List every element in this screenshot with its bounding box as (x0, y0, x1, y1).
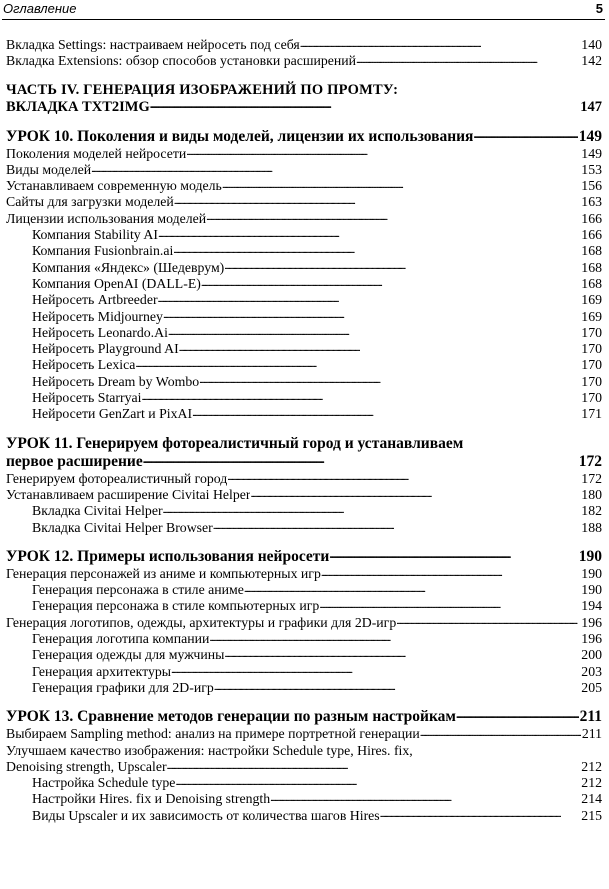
dot-leader (158, 294, 581, 304)
toc-sub-entry[interactable] (6, 631, 602, 647)
toc-entry-page: 142 (581, 53, 602, 69)
toc-sub-entry[interactable] (6, 341, 602, 357)
dot-leader (222, 180, 580, 190)
dot-leader (175, 777, 580, 787)
toc-entry-page: 166 (581, 227, 602, 243)
dot-leader (329, 551, 577, 561)
toc-entry[interactable] (6, 162, 602, 178)
dot-leader (227, 473, 580, 483)
toc-entry[interactable] (6, 37, 602, 53)
toc-entry-page: 168 (581, 243, 602, 259)
running-header (2, 0, 605, 20)
toc-entry-label: Компания Fusionbrain.ai (32, 243, 174, 259)
toc-entry-page: 168 (581, 275, 602, 291)
dot-leader (224, 649, 580, 659)
dot-leader (186, 148, 580, 158)
toc-entry-page: 188 (581, 519, 602, 535)
toc-sub-entry[interactable] (6, 260, 602, 276)
toc-entry[interactable] (6, 615, 602, 631)
lesson-10 (6, 128, 602, 146)
toc-entry-label: Вкладка Civitai Helper Browser (32, 519, 213, 535)
dot-leader (270, 793, 580, 803)
dot-leader (456, 711, 579, 721)
dot-leader (192, 408, 580, 418)
toc-entry-label: Виды моделей (6, 161, 92, 177)
toc-sub-entry[interactable] (6, 503, 602, 519)
lesson-10-sub-entries (6, 227, 602, 423)
toc-entry-label: Нейросеть Midjourney (32, 308, 163, 324)
dot-leader (250, 489, 580, 499)
toc-entry-page: 153 (581, 161, 602, 177)
toc-entry-page: 149 (581, 145, 602, 161)
lesson-10-heading[interactable] (6, 128, 602, 146)
toc-entry-label: Настройка Schedule type (32, 775, 176, 791)
toc-sub-entry[interactable] (6, 582, 602, 598)
part-4-title-line1: ЧАСТЬ IV. ГЕНЕРАЦИЯ ИЗОБРАЖЕНИЙ ПО ПРОМТУ: (6, 81, 399, 98)
lesson-10-title: УРОК 10. Поколения и виды моделей, лицензии их использования (6, 127, 474, 145)
dot-leader (213, 522, 581, 532)
dot-leader (244, 584, 580, 594)
toc-entry-page: 172 (581, 470, 602, 486)
toc-entry-page: 140 (581, 37, 602, 52)
header-page-number: 5 (595, 1, 603, 16)
toc-entry-label: Генерируем фотореалистичный город (6, 470, 228, 486)
dot-leader (143, 456, 578, 466)
toc-entry-label: Генерация персонажа в стиле аниме (32, 582, 244, 598)
top-entries (6, 37, 602, 70)
toc-entry-page: 215 (581, 807, 602, 823)
toc-entry-label: Нейросеть Artbreeder (32, 292, 158, 308)
dot-leader (135, 359, 580, 369)
toc-entry-page: 163 (581, 194, 602, 210)
toc-entry-page: 211 (581, 726, 602, 742)
toc-entry[interactable] (6, 487, 602, 503)
toc-sub-entry[interactable] (6, 276, 602, 292)
toc-entry[interactable] (6, 471, 602, 487)
toc-entry-label: Компания Stability AI (32, 227, 158, 243)
toc-entry-label: Вкладка Civitai Helper (32, 503, 163, 519)
toc-entry-label: Нейросеть Dream by Wombo (32, 373, 200, 389)
toc-entry-page: 168 (581, 259, 602, 275)
toc-entry-page: 171 (581, 406, 602, 422)
dot-leader (356, 55, 580, 65)
toc-sub-entry[interactable] (6, 680, 602, 696)
lesson-12-page: 190 (578, 547, 602, 565)
dot-leader (201, 278, 580, 288)
toc-entry-page: 194 (581, 598, 602, 614)
toc-entry-label: Вкладка Extensions: обзор способов установки расширений (6, 53, 357, 69)
lesson-12-heading[interactable] (6, 548, 602, 566)
toc-entry-page: 170 (581, 324, 602, 340)
toc-entry-page: 169 (581, 308, 602, 324)
toc-entry-page: 190 (581, 582, 602, 598)
toc-entry-label: Выбираем Sampling method: анализ на примере портретной генерации (6, 726, 420, 742)
toc-sub-entry[interactable] (6, 406, 602, 422)
toc-entry-label: Компания OpenAI (DALL-E) (32, 275, 201, 291)
toc-entry-label: Генерация персонажей из аниме и компьютерных игр (6, 565, 321, 581)
toc-entry-page: 182 (581, 503, 602, 519)
lesson-11[interactable] (6, 435, 602, 471)
toc-entry-page: 180 (581, 486, 602, 502)
toc-entry-page: 212 (581, 758, 602, 774)
toc-entry-label: Нейросети GenZart и PixAI (32, 406, 193, 422)
dot-leader (158, 229, 580, 239)
toc-sub-entry[interactable] (6, 325, 602, 341)
toc-entry[interactable] (6, 53, 602, 69)
dot-leader (206, 213, 580, 223)
toc-sub-entry[interactable] (6, 390, 602, 406)
toc-entry-page: 203 (581, 663, 602, 679)
toc-sub-entry[interactable] (6, 357, 602, 373)
toc-entry[interactable] (6, 759, 602, 775)
lesson-11-title-line1: УРОК 11. Генерируем фотореалистичный город и устанавливаем (6, 434, 464, 452)
dot-leader (420, 728, 581, 738)
toc-entry-page: 205 (581, 679, 602, 695)
toc-entry-label: Лицензии использования моделей (6, 210, 207, 226)
toc-entry-label: Нейросеть Leonardo.Ai (32, 324, 168, 340)
lesson-12 (6, 548, 602, 566)
part-4-page: 147 (580, 98, 602, 115)
toc-entry[interactable] (6, 194, 602, 210)
toc-entry-label: Настройки Hires. fix и Denoising strength (32, 791, 271, 807)
toc-entry-label: Denoising strength, Upscaler (6, 758, 167, 774)
toc-entry-page: 170 (581, 341, 602, 357)
toc-entry-page: 212 (581, 775, 602, 791)
dot-leader (214, 682, 581, 692)
toc-entry[interactable] (6, 566, 602, 582)
toc-sub-entry[interactable] (6, 309, 602, 325)
toc-entry-page: 214 (581, 791, 602, 807)
toc-sub-entry[interactable] (6, 775, 602, 791)
dot-leader (91, 164, 580, 174)
dot-leader (163, 505, 581, 515)
toc-entry-label: Нейросеть Starryai (32, 390, 142, 406)
toc-entry-label: Нейросеть Lexica (32, 357, 136, 373)
dot-leader (473, 131, 577, 141)
dot-leader (174, 196, 581, 206)
dot-leader (380, 810, 581, 820)
toc-entry[interactable] (6, 178, 602, 194)
toc-sub-entry[interactable] (6, 292, 602, 308)
toc-entry-label: Генерация персонажа в стиле компьютерных игр (32, 598, 320, 614)
toc-entry-label: Генерация графики для 2D-игр (32, 679, 214, 695)
lesson-11-title-line2: первое расширение (6, 452, 143, 470)
lesson-13 (6, 708, 602, 726)
toc-sub-entry[interactable] (6, 791, 602, 807)
toc-sub-entry[interactable] (6, 243, 602, 259)
lesson-10-page: 149 (578, 127, 602, 145)
toc-entry-page: 196 (581, 631, 602, 647)
part-4-heading[interactable] (6, 82, 602, 116)
toc-entry-page: 169 (581, 292, 602, 308)
toc-entry-label: Устанавливаем современную модель (6, 178, 222, 194)
toc-entry-page: 170 (581, 357, 602, 373)
part-4-title-line2: ВКЛАДКА TXT2IMG (6, 98, 150, 115)
header-title: Оглавление (3, 1, 77, 16)
toc-entry-page: 170 (581, 373, 602, 389)
dot-leader (396, 617, 580, 627)
dot-leader (179, 343, 581, 353)
dot-leader (168, 327, 580, 337)
toc-entry-label: Виды Upscaler и их зависимость от количества шагов Hires (32, 807, 380, 823)
dot-leader (321, 568, 580, 578)
toc-entry-page: 170 (581, 390, 602, 406)
toc-entry-label: Компания «Яндекс» (Шедеврум) (32, 259, 225, 275)
lesson-10-entries (6, 146, 602, 227)
dot-leader (319, 600, 580, 610)
dot-leader (163, 311, 580, 321)
dot-leader (171, 666, 580, 676)
lesson-13-title: УРОК 13. Сравнение методов генерации по разным настройкам (6, 708, 456, 726)
dot-leader (300, 39, 581, 49)
toc-entry[interactable] (6, 146, 602, 162)
dot-leader (199, 376, 580, 386)
lesson-11-entries (6, 471, 602, 536)
toc-entry-label: Генерация архитектуры (32, 663, 172, 679)
toc-entry-page: 156 (581, 178, 602, 194)
lesson-12-entries (6, 566, 602, 696)
dot-leader (173, 245, 580, 255)
toc-entry-label: Устанавливаем расширение Civitai Helper (6, 486, 251, 502)
lesson-13-sub-entries (6, 775, 602, 824)
toc-entry-label: Нейросеть Playground AI (32, 341, 179, 357)
toc-entry[interactable] (6, 726, 602, 742)
toc-entry-label: Генерация логотипа компании (32, 631, 210, 647)
toc-sub-entry[interactable] (6, 647, 602, 663)
toc-entry-line1[interactable]: Улучшаем качество изображения: настройки Schedule type, Hires. fix, (6, 742, 413, 758)
toc-entry-label: Генерация одежды для мужчины (32, 647, 225, 663)
toc-entry-label: Вкладка Settings: настраиваем нейросеть под себя (6, 37, 300, 52)
toc-sub-entry[interactable] (6, 598, 602, 614)
toc-entry-label: Генерация логотипов, одежды, архитектуры и графики для 2D-игр (6, 614, 397, 630)
lesson-13-heading[interactable] (6, 708, 602, 726)
dot-leader (150, 101, 580, 111)
toc-entry-page: 196 (581, 614, 602, 630)
table-of-contents (6, 37, 602, 824)
dot-leader (141, 392, 580, 402)
toc-sub-entry[interactable] (6, 808, 602, 824)
dot-leader (167, 761, 581, 771)
toc-entry-label: Сайты для загрузки моделей (6, 194, 174, 210)
toc-entry[interactable] (6, 211, 602, 227)
toc-sub-entry[interactable] (6, 664, 602, 680)
lesson-11-page: 172 (578, 452, 602, 470)
lesson-13-page: 211 (579, 708, 602, 726)
toc-sub-entry[interactable] (6, 374, 602, 390)
toc-sub-entry[interactable] (6, 520, 602, 536)
toc-entry-page: 200 (581, 647, 602, 663)
lesson-12-title: УРОК 12. Примеры использования нейросети (6, 547, 330, 565)
toc-entry-page: 166 (581, 210, 602, 226)
dot-leader (209, 633, 580, 643)
toc-sub-entry[interactable] (6, 227, 602, 243)
toc-entry-page: 190 (581, 565, 602, 581)
dot-leader (224, 262, 580, 272)
toc-entry-label: Поколения моделей нейросети (6, 145, 187, 161)
